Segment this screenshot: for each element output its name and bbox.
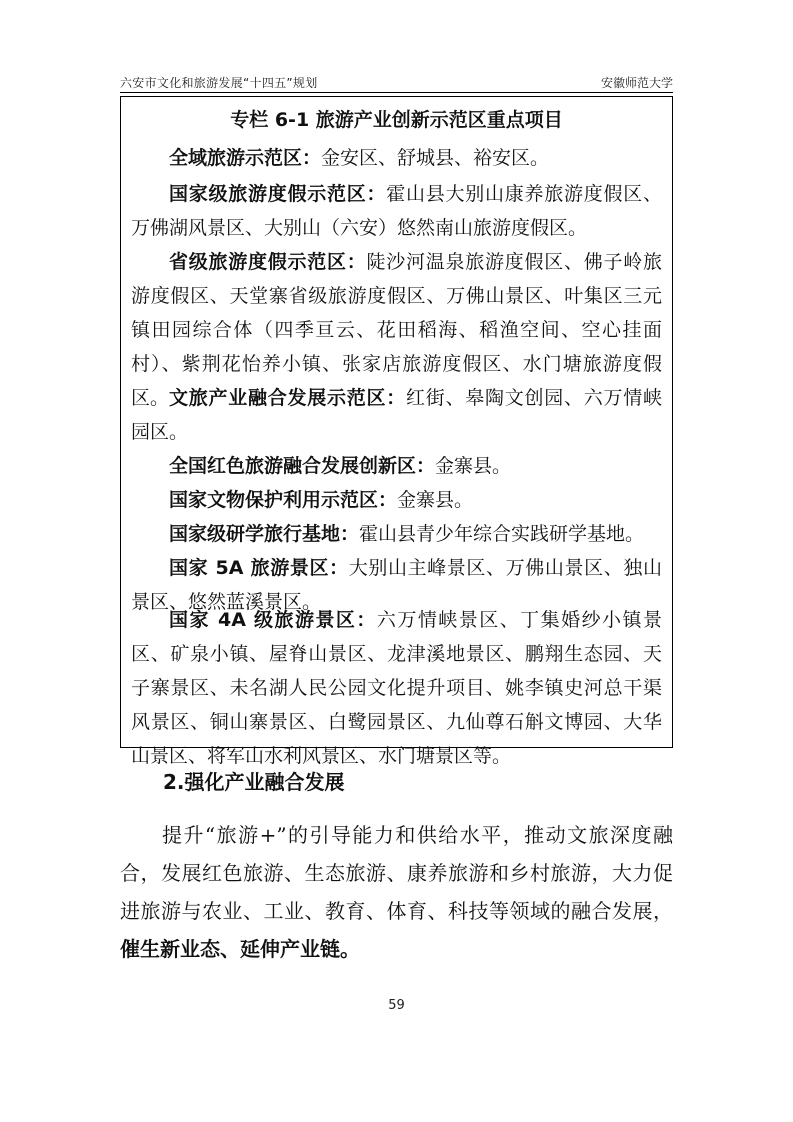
list-item xyxy=(131,517,662,551)
running-header xyxy=(120,72,673,93)
body-paragraph xyxy=(120,816,673,968)
list-item xyxy=(131,603,662,773)
section-heading: 2.强化产业融合发展 xyxy=(163,770,345,794)
page-number: 59 xyxy=(388,998,405,1013)
list-item xyxy=(131,449,662,483)
item-label: 国家 4A 级旅游景区： xyxy=(169,609,377,631)
item-label: 省级旅游度假示范区： xyxy=(169,251,367,273)
item-label: 国家文物保护利用示范区： xyxy=(169,489,398,511)
item-text: 霍山县大别山康养旅游度假区、万佛湖风景区、大别山（六安）悠然南山旅游度假区。 xyxy=(131,183,662,239)
item-label: 国家级研学旅行基地： xyxy=(169,523,360,545)
item-label: 国家 5A 旅游景区： xyxy=(169,557,349,579)
item-text: 大别山主峰景区、万佛山景区、独山景区、悠然蓝溪景区。 xyxy=(131,557,662,613)
item-text: 金寨县。 xyxy=(397,489,474,511)
item-text: 金安区、舒城县、裕安区。 xyxy=(321,147,550,169)
header-institution: 安徽师范大学 xyxy=(600,76,673,90)
project-column-box xyxy=(120,96,673,767)
box-title: 专栏 6-1 旅游产业创新示范区重点项目 xyxy=(230,109,563,131)
item-label: 全域旅游示范区： xyxy=(169,147,322,169)
body-emphasis: 催生新业态、延伸产业链。 xyxy=(120,937,360,961)
item-text: 金寨县。 xyxy=(435,455,512,477)
item-text: 陡沙河温泉旅游度假区、佛子岭旅游度假区、天堂寨省级旅游度假区、万佛山景区、叶集区三元镇田园综合体（四季亘云、花田稻海、稻渔空间、空心挂面村）、紫荆花怡养小镇、张家店旅游度假区、水门塘旅游度假区。 xyxy=(131,251,662,409)
item-text: 红街、皋陶文创园、六万情峡园区。 xyxy=(131,387,662,443)
item-label: 国家级旅游度假示范区： xyxy=(169,183,387,205)
list-item xyxy=(131,141,662,175)
list-item xyxy=(131,483,662,517)
item-text: 霍山县青少年综合实践研学基地。 xyxy=(359,523,645,545)
item-text: 六万情峡景区、丁集婚纱小镇景区、矿泉小镇、屋脊山景区、龙津溪地景区、鹏翔生态园、天子寨景区、未名湖人民公园文化提升项目、姚李镇史河总干渠风景区、铜山寨景区、白鹭园景区、九仙尊石斛文博园、大华山景区、将军山水利风景区、水门塘景区等。 xyxy=(131,609,662,767)
list-item xyxy=(131,177,662,245)
item-label: 全国红色旅游融合发展创新区： xyxy=(169,455,436,477)
body-text: 提升“旅游+”的引导能力和供给水平，推动文旅深度融合，发展红色旅游、生态旅游、康养旅游和乡村旅游，大力促进旅游与农业、工业、教育、体育、科技等领域的融合发展， xyxy=(120,823,673,923)
list-item xyxy=(131,381,662,449)
header-document-title: 六安市文化和旅游发展“十四五”规划 xyxy=(120,76,318,90)
item-label: 文旅产业融合发展示范区： xyxy=(169,387,406,409)
